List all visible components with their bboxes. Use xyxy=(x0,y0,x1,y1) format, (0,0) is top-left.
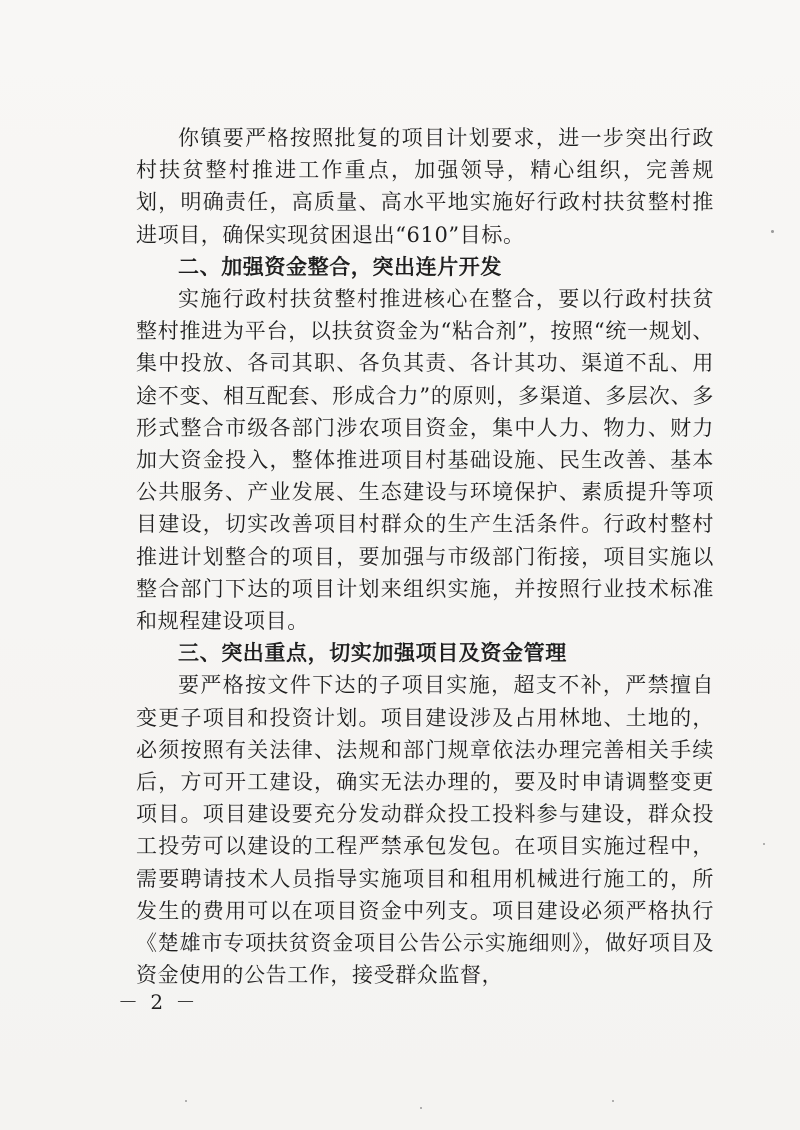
section-heading-2: 二、加强资金整合，突出连片开发 xyxy=(178,254,502,279)
scan-speck xyxy=(420,1107,422,1109)
page-number: － 2 － xyxy=(118,990,199,1014)
paragraph-intro: 你镇要严格按照批复的项目计划要求，进一步突出行政村扶贫整村推进工作重点，加强领导，精心组织，完善规划，明确责任，高质量、高水平地实施好行政村扶贫整村推进项目，确保实现贫困退出“610”目标。 xyxy=(136,126,714,247)
paragraph-fund-integration: 实施行政村扶贫整村推进核心在整合，要以行政村扶贫整村推进为平台，以扶贫资金为“粘合剂”，按照“统一规划、集中投放、各司其职、各负其责、各计其功、渠道不乱、用途不变、相互配套、形成合力”的原则，多渠道、多层次、多形式整合市级各部门涉农项目资金，集中人力、物力、财力加大资金投入，整体推进项目村基础设施、民生改善、基本公共服务、产业发展、生态建设与环境保护、素质提升等项目建设，切实改善项目村群众的生产生活条件。行政村整村推进计划整合的项目，要加强与市级部门衔接，项目实施以整合部门下达的项目计划来组织实施，并按照行业技术标准和规程建设项目。 xyxy=(136,287,714,634)
section-heading-3: 三、突出重点，切实加强项目及资金管理 xyxy=(178,641,567,666)
scan-speck xyxy=(771,230,774,233)
paragraph-project-management: 要严格按文件下达的子项目实施，超支不补，严禁擅自变更子项目和投资计划。项目建设涉及占用林地、土地的，必须按照有关法律、法规和部门规章依法办理完善相关手续后，方可开工建设，确实无法办理的，要及时申请调整变更项目。项目建设要充分发动群众投工投料参与建设，群众投工投劳可以建设的工程严禁承包发包。在项目实施过程中，需要聘请技术人员指导实施项目和租用机械进行施工的，所发生的费用可以在项目资金中列支。项目建设必须严格执行《楚雄市专项扶贫资金项目公告公示实施细则》，做好项目及资金使用的公告工作，接受群众监督， xyxy=(136,673,714,988)
document-body xyxy=(136,122,714,991)
scan-speck xyxy=(612,1100,614,1102)
scan-speck xyxy=(763,843,765,845)
scan-speck xyxy=(185,1100,187,1102)
